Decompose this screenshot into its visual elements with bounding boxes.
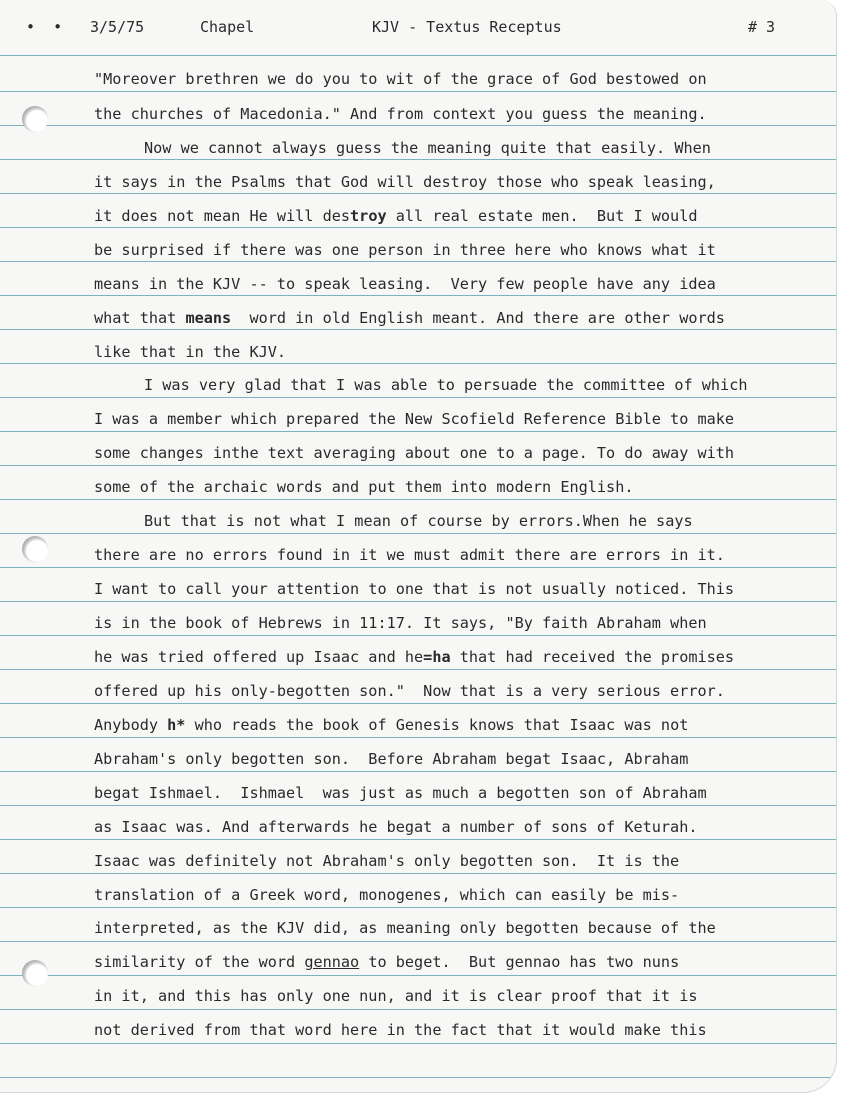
ruled-line — [0, 397, 836, 398]
overtyped-text: means — [185, 309, 232, 327]
text-line — [94, 309, 824, 327]
ruled-line — [0, 227, 836, 228]
text-line — [94, 207, 824, 225]
ruled-line — [0, 1009, 836, 1010]
text-line: begat Ishmael. Ishmael was just as much a begotten son of Abraham — [94, 784, 707, 802]
text-line: Now we cannot always guess the meaning quite that easily. When — [144, 139, 711, 157]
ruled-line — [0, 567, 836, 568]
text-line: interpreted, as the KJV did, as meaning only begotten because of the — [94, 919, 716, 937]
ruled-line — [0, 873, 836, 874]
ruled-line — [0, 159, 836, 160]
ruled-line — [0, 907, 836, 908]
ruled-line — [0, 91, 836, 92]
ruled-line — [0, 125, 836, 126]
page-number: # 3 — [748, 18, 776, 36]
binder-hole-icon — [22, 106, 48, 132]
ruled-line — [0, 737, 836, 738]
text-line: some of the archaic words and put them into modern English. — [94, 478, 634, 496]
ruled-line — [0, 669, 836, 670]
ruled-line — [0, 839, 836, 840]
ruled-line — [0, 329, 836, 330]
line-segment: it does not mean He will des — [94, 207, 351, 225]
text-line: translation of a Greek word, monogenes, which can easily be mis- — [94, 886, 680, 904]
header-mark: • • — [26, 18, 63, 36]
text-line: there are no errors found in it we must admit there are errors in it. — [94, 546, 725, 564]
text-line: not derived from that word here in the fact that it would make this — [94, 1021, 707, 1039]
text-line: means in the KJV -- to speak leasing. Very few people have any idea — [94, 275, 716, 293]
ruled-line — [0, 941, 836, 942]
overtyped-text: troy — [350, 207, 387, 225]
text-line: the churches of Macedonia." And from context you guess the meaning. — [94, 105, 707, 123]
text-line: some changes inthe text averaging about one to a page. To do away with — [94, 444, 735, 462]
line-segment: word in old English meant. And there are other words — [231, 309, 725, 327]
text-line: I was very glad that I was able to persuade the committee of which — [144, 376, 748, 394]
text-line: be surprised if there was one person in three here who knows what it — [94, 241, 716, 259]
text-line: like that in the KJV. — [94, 343, 287, 361]
text-line — [94, 716, 824, 734]
line-segment: to beget. But gennao has two nuns — [359, 953, 680, 971]
binder-hole-icon — [22, 960, 48, 986]
text-line: in it, and this has only one nun, and it is clear proof that it is — [94, 987, 698, 1005]
line-segment: who reads the book of Genesis knows that Isaac was not — [185, 716, 689, 734]
ruled-line — [0, 499, 836, 500]
text-line — [94, 953, 824, 971]
ruled-line — [0, 805, 836, 806]
text-line: it says in the Psalms that God will destroy those who speak leasing, — [94, 173, 716, 191]
overtyped-text: h* — [167, 716, 186, 734]
line-segment: what that — [94, 309, 186, 327]
overtyped-text: =ha — [423, 648, 451, 666]
ruled-line — [0, 363, 836, 364]
binder-hole-icon — [22, 536, 48, 562]
text-line: Isaac was definitely not Abraham's only begotten son. It is the — [94, 852, 680, 870]
text-line — [94, 648, 824, 666]
line-segment: he was tried offered up Isaac and he — [94, 648, 424, 666]
underlined-word: gennao — [304, 953, 360, 971]
ruled-line — [0, 703, 836, 704]
ruled-line — [0, 261, 836, 262]
ruled-line — [0, 1077, 836, 1078]
ruled-line — [0, 465, 836, 466]
ruled-line — [0, 431, 836, 432]
line-segment: that had received the promises — [450, 648, 735, 666]
ruled-line — [0, 771, 836, 772]
text-line: But that is not what I mean of course by errors.When he says — [144, 512, 693, 530]
ruled-line — [0, 635, 836, 636]
text-line: I was a member which prepared the New Scofield Reference Bible to make — [94, 410, 735, 428]
text-line: I want to call your attention to one that is not usually noticed. This — [94, 580, 735, 598]
line-segment: similarity of the word — [94, 953, 305, 971]
ruled-line — [0, 55, 836, 56]
header-location: Chapel — [200, 18, 255, 36]
text-line: offered up his only-begotten son." Now that is a very serious error. — [94, 682, 725, 700]
ruled-line — [0, 193, 836, 194]
text-line: is in the book of Hebrews in 11:17. It says, "By faith Abraham when — [94, 614, 707, 632]
text-line: "Moreover brethren we do you to wit of the grace of God bestowed on — [94, 70, 707, 88]
text-line: Abraham's only begotten son. Before Abraham begat Isaac, Abraham — [94, 750, 689, 768]
header-title: KJV - Textus Receptus — [372, 18, 562, 36]
line-segment: all real estate men. But I would — [386, 207, 698, 225]
line-segment: Anybody — [94, 716, 168, 734]
text-line: as Isaac was. And afterwards he begat a number of sons of Keturah. — [94, 818, 698, 836]
ruled-line — [0, 601, 836, 602]
ruled-line — [0, 295, 836, 296]
ruled-line — [0, 975, 836, 976]
ruled-line — [0, 1043, 836, 1044]
ruled-line — [0, 533, 836, 534]
header-date: 3/5/75 — [90, 18, 145, 36]
